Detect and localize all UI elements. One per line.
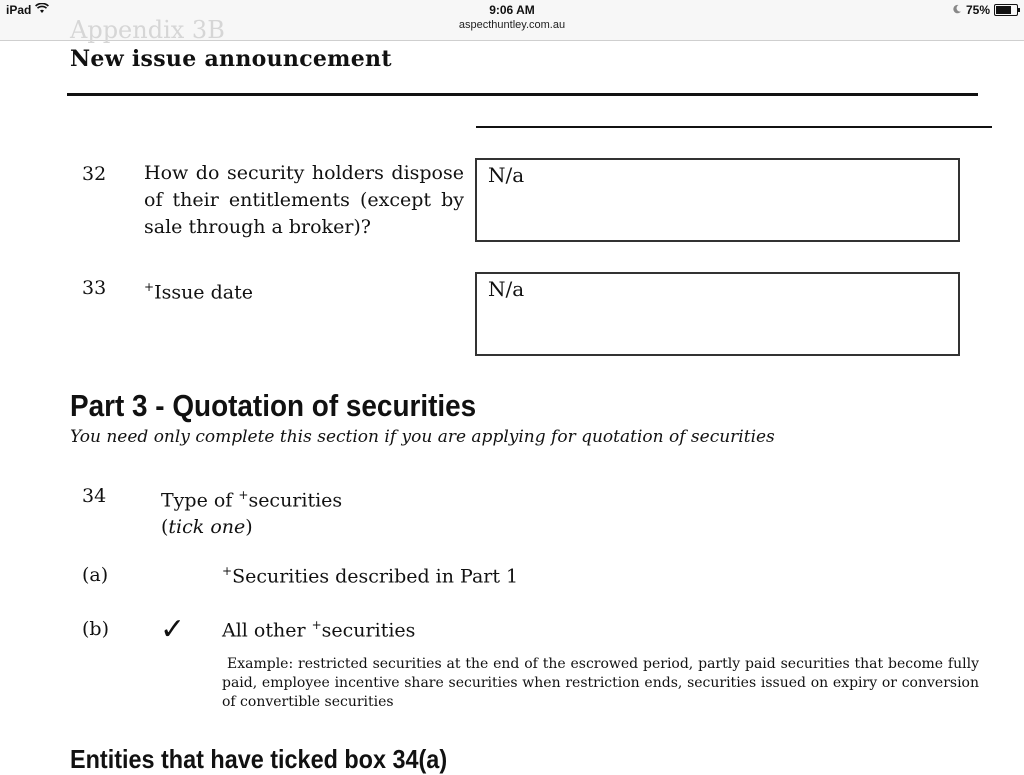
plus-marker: + xyxy=(238,488,249,502)
entities-heading: Entities that have ticked box 34(a) xyxy=(70,744,448,774)
paren-open: ( xyxy=(161,516,169,539)
status-right xyxy=(952,3,1018,17)
status-bar xyxy=(0,0,1024,41)
section-divider xyxy=(476,126,992,128)
question-33-number: 33 xyxy=(82,277,107,299)
question-32-answer-box[interactable] xyxy=(475,158,960,242)
battery-icon xyxy=(994,4,1018,16)
part-3-subheading: You need only complete this section if you are applying for quotation of securities xyxy=(70,427,775,447)
ghost-title: Appendix 3B xyxy=(70,16,225,44)
battery-percent: 75% xyxy=(965,3,990,17)
plus-marker: + xyxy=(222,564,233,578)
moon-icon xyxy=(952,3,962,17)
question-33-answer-box[interactable] xyxy=(475,272,960,356)
paren-close: ) xyxy=(245,516,253,539)
item-34-prefix: Type of xyxy=(161,489,239,512)
part-3-heading: Part 3 - Quotation of securities xyxy=(70,388,477,423)
battery-fill xyxy=(996,6,1011,14)
option-b-prefix: All other xyxy=(222,619,312,642)
url-label[interactable]: aspecthuntley.com.au xyxy=(458,19,566,31)
question-32-text: How do security holders dispose of their entitlements (except by sale through a broker)? xyxy=(144,162,464,238)
plus-marker: + xyxy=(144,280,155,294)
option-a-text: Securities described in Part 1 xyxy=(232,565,519,588)
plus-marker: + xyxy=(311,618,322,632)
question-32-number: 32 xyxy=(82,163,107,185)
question-33-text xyxy=(144,274,464,306)
question-32-answer: N/a xyxy=(488,163,525,187)
question-33-answer: N/a xyxy=(488,277,525,301)
status-time: 9:06 AM xyxy=(489,3,535,17)
example-note: Example: restricted securities at the end of the escrowed period, partly paid securities that become fully paid, employee incentive share securities when restriction ends, securities issued on expiry or conversion of convertible securities xyxy=(222,656,979,710)
tick-one-hint: tick one xyxy=(168,516,246,539)
option-b-letter: (b) xyxy=(82,618,109,640)
checkmark-icon[interactable]: ✓ xyxy=(160,612,186,647)
option-b-text: securities xyxy=(321,619,416,642)
question-33-label: Issue date xyxy=(154,281,253,304)
option-a-letter: (a) xyxy=(82,564,109,586)
title-divider xyxy=(67,93,978,96)
document-title: New issue announcement xyxy=(70,46,392,72)
item-34-text xyxy=(161,482,342,541)
device-label: iPad xyxy=(6,3,32,17)
item-34-number: 34 xyxy=(82,485,107,507)
item-34-line2 xyxy=(161,514,342,541)
item-34-suffix: securities xyxy=(248,489,343,512)
option-b-label[interactable] xyxy=(222,618,415,641)
option-a-label[interactable] xyxy=(222,564,518,587)
item-34-line1 xyxy=(161,482,342,514)
